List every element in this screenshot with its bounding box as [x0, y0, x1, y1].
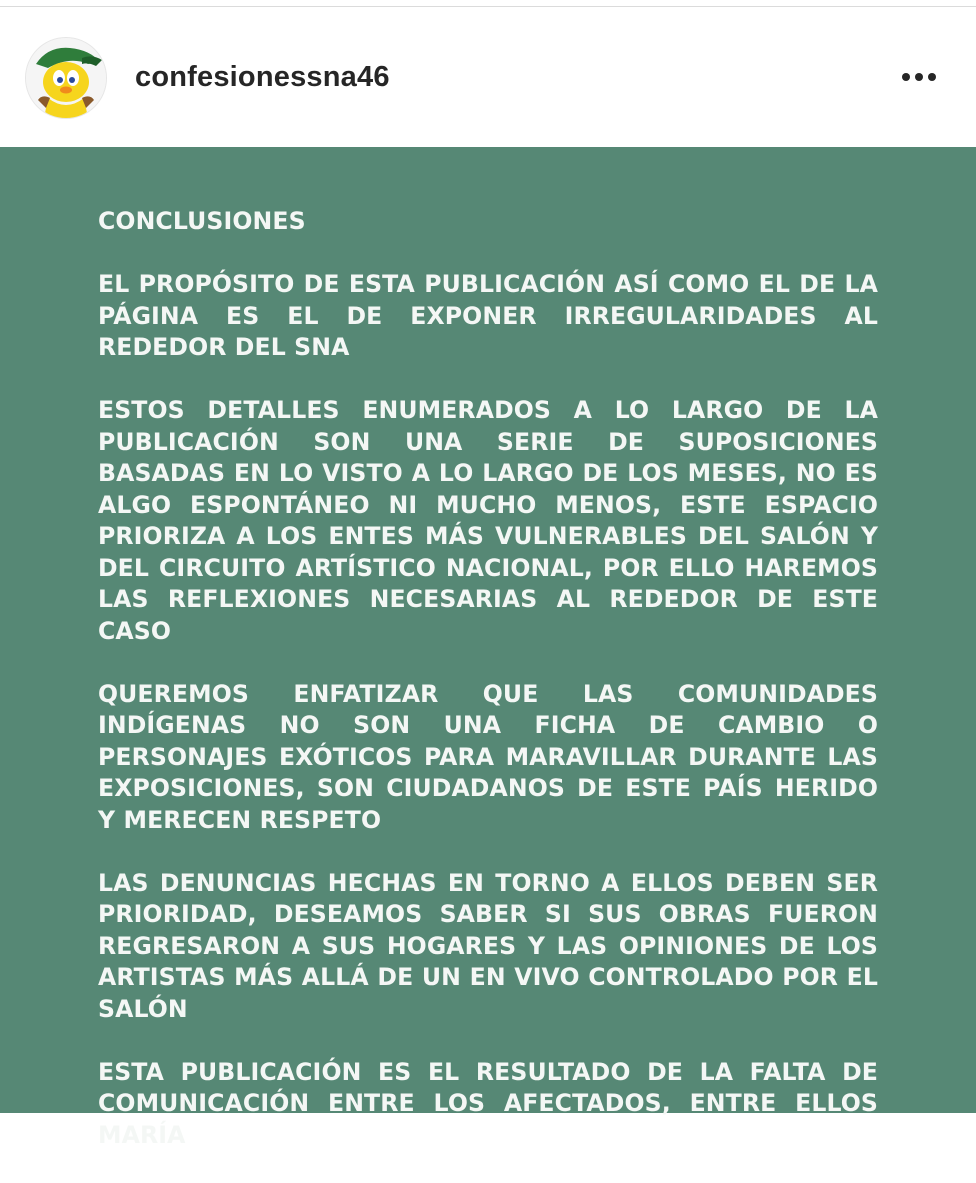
post-image[interactable] — [0, 147, 976, 1149]
post-paragraph: QUEREMOS ENFATIZAR QUE LAS COMUNIDADES INDÍGENAS NO SON UNA FICHA DE CAMBIO O PERSONAJES EXÓTICOS PARA MARAVILLAR DURANTE LAS EXPOSICIONES, SON CIUDADANOS DE ESTE PAÍS HERIDO Y MERECEN RESPETO — [98, 679, 878, 834]
more-options-icon[interactable] — [895, 63, 943, 91]
more-dot — [915, 73, 923, 81]
post-heading: CONCLUSIONES — [98, 207, 306, 235]
post-paragraph: LAS DENUNCIAS HECHAS EN TORNO A ELLOS DEBEN SER PRIORIDAD, DESEAMOS SABER SI SUS OBRAS FUERON REGRESARON A SUS HOGARES Y LAS OPINIONES DE LOS ARTISTAS MÁS ALLÁ DE UN EN VIVO CONTROLADO POR EL SALÓN — [98, 868, 878, 1023]
post-paragraph: EL PROPÓSITO DE ESTA PUBLICACIÓN ASÍ COMO EL DE LA PÁGINA ES EL DE EXPONER IRREGULARIDADES AL REDEDOR DEL SNA — [98, 270, 878, 361]
post-paragraph: ESTA PUBLICACIÓN ES EL RESULTADO DE LA FALTA DE COMUNICACIÓN ENTRE LOS AFECTADOS, ENTRE ELLOS MARÍA — [98, 1057, 878, 1149]
post-header — [0, 7, 976, 147]
more-dot — [902, 73, 910, 81]
post-text — [98, 206, 878, 1183]
tweety-bird-avatar-icon[interactable] — [26, 38, 106, 118]
post-paragraph: ESTOS DETALLES ENUMERADOS A LO LARGO DE LA PUBLICACIÓN SON UNA SERIE DE SUPOSICIONES BASADAS EN LO VISTO A LO LARGO DE LOS MESES, NO ES ALGO ESPONTÁNEO NI MUCHO MENOS, ESTE ESPACIO PRIORIZA A LOS ENTES MÁS VULNERABLES DEL SALÓN Y DEL CIRCUITO ARTÍSTICO NACIONAL, POR ELLO HAREMOS LAS REFLEXIONES NECESARIAS AL REDEDOR DE ESTE CASO — [98, 396, 878, 645]
post-username[interactable]: confesionessna46 — [135, 61, 390, 93]
more-dot — [928, 73, 936, 81]
